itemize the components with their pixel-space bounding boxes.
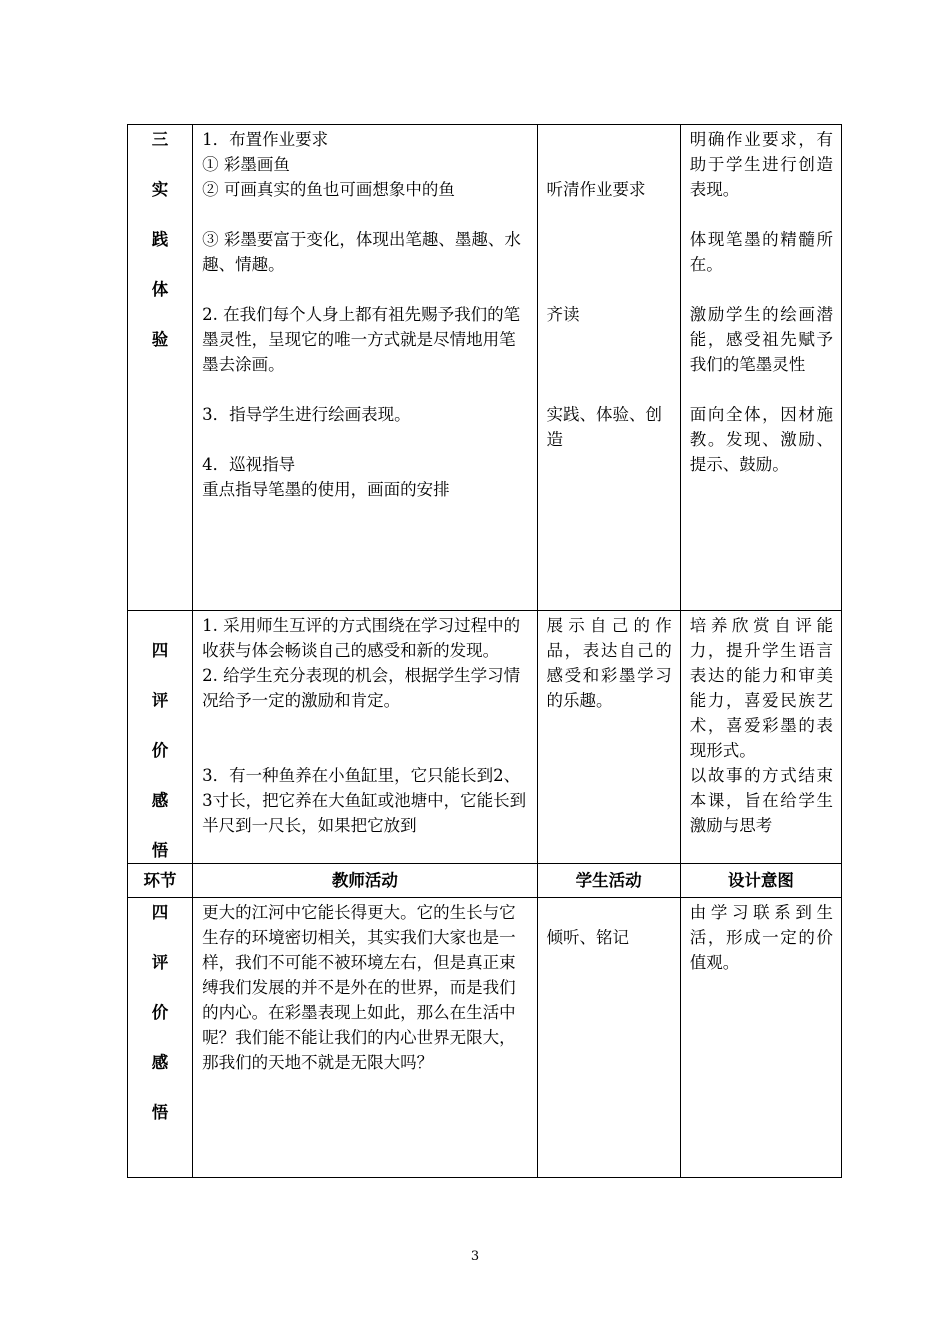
table-row-evaluation: [128, 611, 842, 864]
table-row-evaluation-continued: [128, 898, 842, 1178]
teacher-item: 2. 给学生充分表现的机会，根据学生学习情况给予一定的激励和肯定。: [202, 666, 521, 710]
page-number: 3: [470, 1249, 480, 1264]
stage-char: 价: [151, 741, 169, 760]
design-item: 由学习联系到生活，形成一定的价值观。: [689, 903, 833, 972]
stage-cell: [128, 125, 193, 611]
design-item: 激励学生的绘画潜能，感受祖先赋予我们的笔墨灵性: [689, 305, 833, 374]
design-item: 以故事的方式结束本课，旨在给学生激励与思考: [689, 766, 833, 835]
stage-char: 三: [151, 130, 169, 149]
stage-char: 悟: [151, 841, 169, 860]
design-item: 体现笔墨的精髓所在。: [689, 230, 833, 274]
design-item: 培养欣赏自评能力，提升学生语言表达的能力和审美能力，喜爱民族艺术，喜爱彩墨的表现形式。: [689, 616, 833, 760]
stage-char: 四: [151, 641, 169, 660]
header-teacher-activity: 教师活动: [193, 864, 537, 898]
teacher-activity-cell: [193, 611, 537, 864]
design-intent-cell: [680, 898, 841, 1178]
stage-char: 评: [151, 953, 169, 972]
student-item: 展示自己的作品，表达自己的感受和彩墨学习的乐趣。: [546, 616, 672, 710]
student-activity-cell: [537, 125, 680, 611]
stage-char: 四: [151, 903, 169, 922]
teacher-item: 3．指导学生进行绘画表现。: [202, 405, 411, 424]
stage-char: 价: [151, 1003, 169, 1022]
student-item: 听清作业要求: [546, 180, 646, 199]
table-header-row: [128, 864, 842, 898]
stage-char: 践: [151, 230, 169, 249]
student-item: 齐读: [546, 305, 580, 324]
teacher-item: 重点指导笔墨的使用，画面的安排: [202, 480, 450, 499]
stage-cell: [128, 611, 193, 864]
design-item: 面向全体，因材施教。发现、激励、提示、鼓励。: [689, 405, 833, 474]
design-item: 明确作业要求，有助于学生进行创造表现。: [689, 130, 833, 199]
teacher-item: 3．有一种鱼养在小鱼缸里，它只能长到2、3寸长，把它养在大鱼缸或池塘中，它能长到半尺到一尺长，如果把它放到: [202, 766, 527, 835]
design-intent-cell: [680, 611, 841, 864]
teacher-item: 2. 在我们每个人身上都有祖先赐予我们的笔墨灵性，呈现它的唯一方式就是尽情地用笔墨去涂画。: [202, 305, 521, 374]
stage-cell: [128, 898, 193, 1178]
teacher-item: 更大的江河中它能长得更大。它的生长与它生存的环境密切相关，其实我们大家也是一样，我们不可能不被环境左右，但是真正束缚我们发展的并不是外在的世界，而是我们的内心。在彩墨表现上如此，那么在生活中呢？我们能不能让我们的内心世界无限大，那我们的天地不就是无限大吗？: [202, 903, 516, 1072]
teacher-item: ② 可画真实的鱼也可画想象中的鱼: [202, 180, 455, 199]
teacher-item: 1．布置作业要求: [202, 130, 329, 149]
stage-char: 悟: [151, 1103, 169, 1122]
header-student-activity: 学生活动: [537, 864, 680, 898]
teacher-item: 4．巡视指导: [202, 455, 296, 474]
teacher-item: 1. 采用师生互评的方式围绕在学习过程中的收获与体会畅谈自己的感受和新的发现。: [202, 616, 521, 660]
stage-char: 验: [151, 330, 169, 349]
student-activity-cell: [537, 898, 680, 1178]
stage-char: 体: [151, 280, 169, 299]
student-item: 倾听、铭记: [546, 928, 630, 947]
student-item: 实践、体验、创造: [546, 405, 663, 449]
header-design-intent: 设计意图: [680, 864, 841, 898]
teacher-activity-cell: [193, 898, 537, 1178]
teacher-item: ③ 彩墨要富于变化，体现出笔趣、墨趣、水趣、情趣。: [202, 230, 521, 274]
table-row-practice: [128, 125, 842, 611]
stage-char: 感: [151, 1053, 169, 1072]
design-intent-cell: [680, 125, 841, 611]
stage-char: 感: [151, 791, 169, 810]
stage-char: 评: [151, 691, 169, 710]
stage-char: 实: [151, 180, 169, 199]
lesson-plan-table: [127, 124, 842, 1178]
teacher-activity-cell: [193, 125, 537, 611]
teacher-item: ① 彩墨画鱼: [202, 155, 290, 174]
student-activity-cell: [537, 611, 680, 864]
header-stage: 环节: [128, 864, 193, 898]
